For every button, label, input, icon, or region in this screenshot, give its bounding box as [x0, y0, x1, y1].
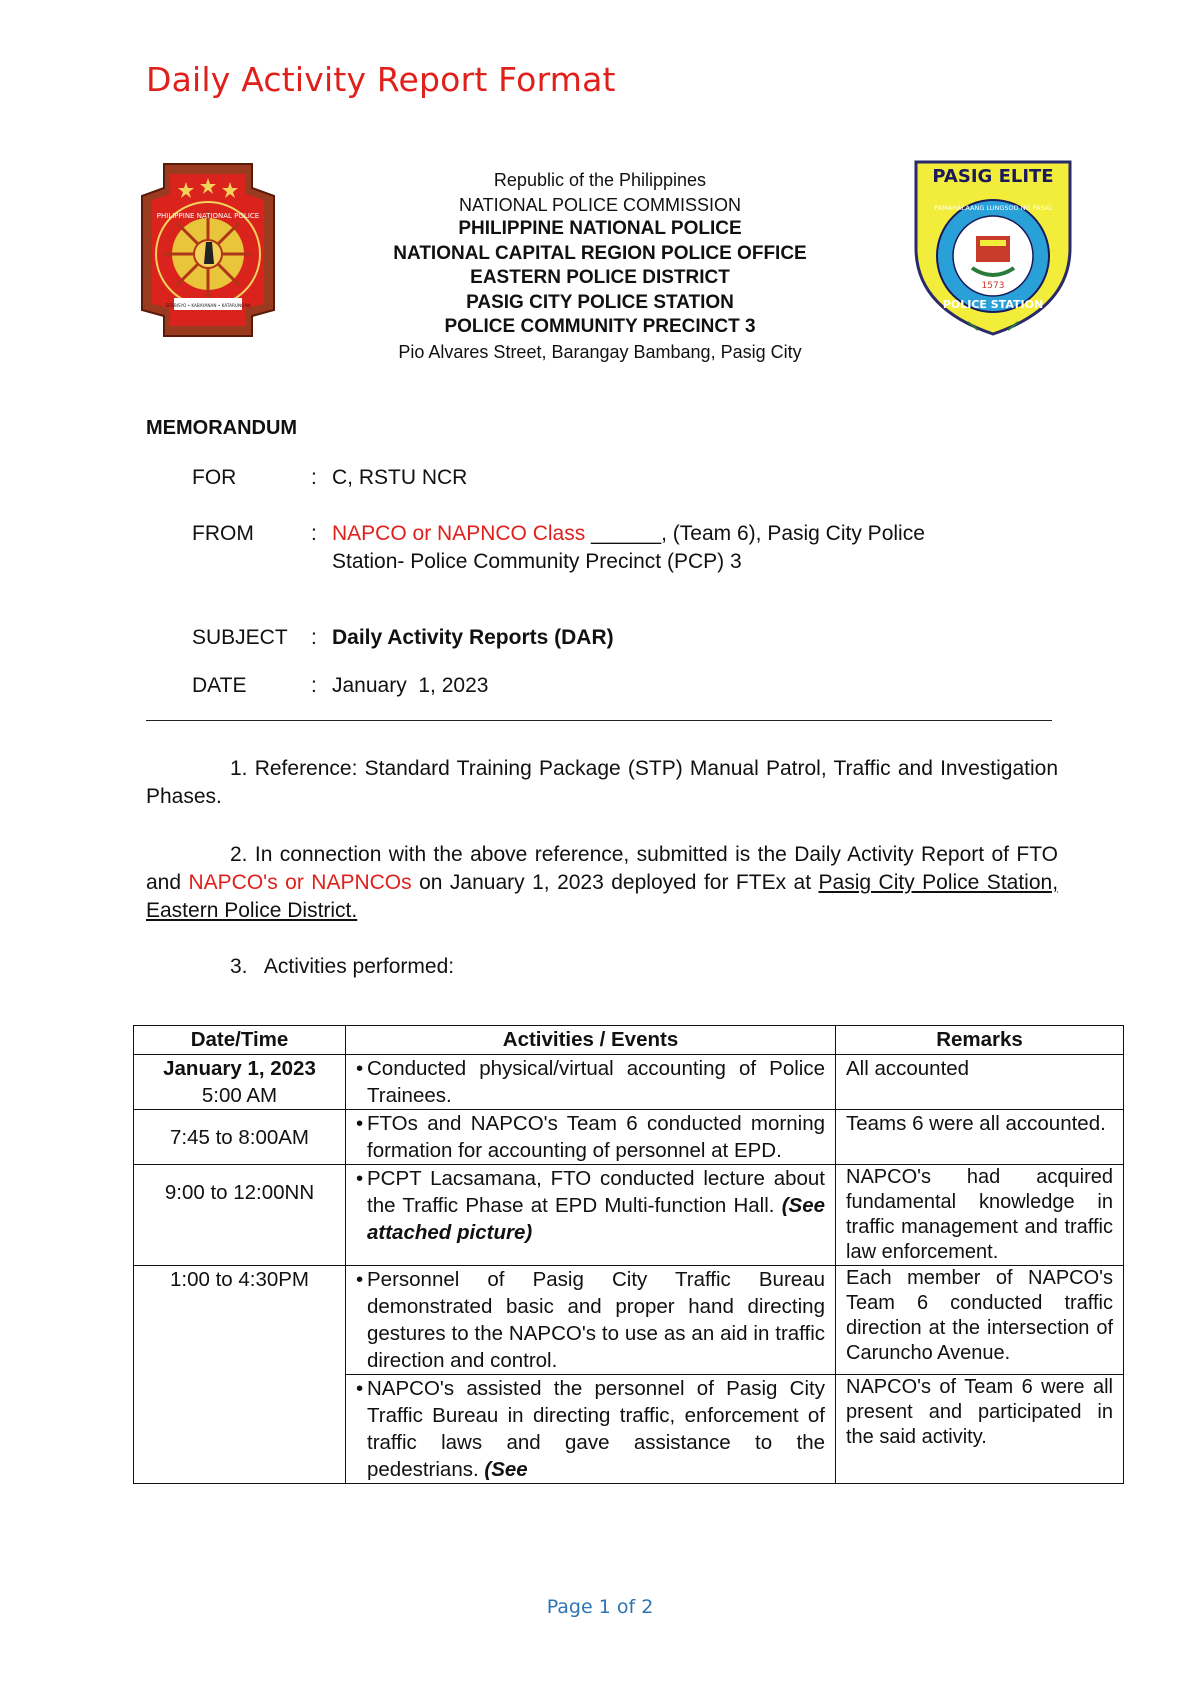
- paragraph-activities-text: 3. Activities performed:: [230, 955, 455, 978]
- cell-date: [134, 1266, 346, 1484]
- paragraph-connection: [146, 841, 1058, 925]
- cell-activity: [346, 1375, 836, 1484]
- subject-value: Daily Activity Reports (DAR): [332, 626, 614, 649]
- header-precinct: POLICE COMMUNITY PRECINCT 3: [444, 316, 756, 337]
- cell-remarks: [836, 1165, 1124, 1266]
- from-class-name: NAPCO or NAPNCO Class: [332, 522, 586, 545]
- header-napolcom: NATIONAL POLICE COMMISSION: [458, 194, 742, 215]
- header-station: PASIG CITY POLICE STATION: [466, 291, 734, 313]
- table-row: [134, 1110, 1124, 1165]
- header-address: Pio Alvares Street, Barangay Bambang, Pasig City: [398, 341, 802, 362]
- paragraph-reference-text: 1. Reference: Standard Training Package (STP) Manual Patrol, Traffic and Investigation Phases.: [146, 757, 1058, 808]
- cell-remarks: [836, 1266, 1124, 1375]
- pnp-seal-motto: SERBISYO • KABAYANAN • KATARUNGAN: [165, 303, 251, 308]
- table-row: [134, 1055, 1124, 1110]
- from-station: Station- Police Community Precinct (PCP) 3: [332, 550, 742, 573]
- pnp-seal-text: PHILIPPINE NATIONAL POLICE: [156, 212, 260, 220]
- badge-banner-text: PASIG ELITE: [932, 166, 1054, 187]
- bullet: •: [356, 1377, 364, 1400]
- subject-label: SUBJECT: [192, 626, 288, 649]
- remarks-text: NAPCO's of Team 6 were all present and participated in the said activity.: [846, 1376, 1113, 1448]
- header-ncrpo: NATIONAL CAPITAL REGION POLICE OFFICE: [393, 242, 807, 264]
- paragraph-connection-location: Pasig City Police Station, Eastern Police District.: [146, 871, 1059, 922]
- subject-colon: :: [311, 626, 317, 649]
- paragraph-connection-text-b: on January 1, 2023 deployed for FTEx at: [411, 871, 819, 894]
- header-activities: Activities / Events: [346, 1026, 836, 1055]
- from-label: FROM: [192, 522, 254, 545]
- bullet: •: [356, 1057, 364, 1080]
- paragraph-connection-text-a: 2. In connection with the above reference, submitted is the Daily Activity Report of FTO and: [146, 843, 1058, 894]
- remarks-text: NAPCO's had acquired fundamental knowledge in traffic management and traffic law enforcement.: [846, 1166, 1113, 1263]
- for-colon: :: [311, 466, 317, 489]
- for-value: C, RSTU NCR: [332, 466, 468, 489]
- cell-activity: [346, 1165, 836, 1266]
- date-colon: :: [311, 674, 317, 697]
- bullet: •: [356, 1268, 364, 1291]
- time-text: 7:45 to 8:00AM: [169, 1125, 310, 1149]
- remarks-text: Teams 6 were all accounted.: [846, 1112, 1106, 1135]
- badge-year: 1573: [981, 281, 1005, 291]
- from-colon: :: [311, 522, 317, 545]
- from-team: ______, (Team 6), Pasig City Police: [585, 522, 925, 545]
- cell-activity: [346, 1266, 836, 1375]
- letterhead: [300, 168, 900, 364]
- date-label: DATE: [192, 674, 247, 697]
- time-text: 5:00 AM: [201, 1084, 278, 1107]
- activities-table: [133, 1025, 1124, 1484]
- activity-note: (See: [484, 1458, 528, 1481]
- cell-remarks: [836, 1055, 1124, 1110]
- header-date-time: Date/Time: [134, 1026, 346, 1055]
- header-epd: EASTERN POLICE DISTRICT: [470, 267, 730, 288]
- remarks-text: All accounted: [846, 1057, 970, 1080]
- memorandum-heading: MEMORANDUM: [146, 417, 298, 439]
- date-value: January 1, 2023: [332, 674, 489, 697]
- cell-activity: [346, 1055, 836, 1110]
- cell-date: [134, 1055, 346, 1110]
- for-label: FOR: [192, 466, 237, 489]
- cell-remarks: [836, 1110, 1124, 1165]
- pasig-elite-badge-logo: [912, 158, 1074, 338]
- cell-activity: [346, 1110, 836, 1165]
- badge-ring-text: PAMAHALAANG LUNGSOD NG PASIG: [934, 204, 1052, 212]
- activity-text: PCPT Lacsamana, FTO conducted lecture about the Traffic Phase at EPD Multi-function Hall.: [367, 1167, 825, 1217]
- header-pnp: PHILIPPINE NATIONAL POLICE: [458, 218, 742, 239]
- activity-text: FTOs and NAPCO's Team 6 conducted morning formation for accounting of personnel at EPD.: [367, 1112, 825, 1162]
- paragraph-activities: [146, 953, 1058, 981]
- paragraph-reference: [146, 755, 1058, 811]
- badge-bottom-text: POLICE STATION: [942, 298, 1044, 311]
- date-bold: January 1, 2023: [163, 1057, 316, 1080]
- bullet: •: [356, 1112, 364, 1135]
- bullet: •: [356, 1167, 364, 1190]
- activity-text: Conducted physical/virtual accounting of Police Trainees.: [367, 1057, 825, 1107]
- page-footer: Page 1 of 2: [546, 1596, 654, 1618]
- activity-text: NAPCO's assisted the personnel of Pasig City Traffic Bureau in directing traffic, enforcement of traffic laws and gave assistance to the pedestrians.: [367, 1377, 825, 1481]
- time-text: 1:00 to 4:30PM: [169, 1268, 310, 1291]
- from-value: [332, 520, 1052, 576]
- table-row: [134, 1165, 1124, 1266]
- header-republic: Republic of the Philippines: [493, 170, 707, 190]
- activity-note: (See attached picture): [367, 1194, 825, 1244]
- divider-line: [146, 720, 1052, 721]
- cell-remarks: [836, 1375, 1124, 1484]
- pnp-seal-logo: [134, 160, 282, 338]
- time-text: 9:00 to 12:00NN: [164, 1181, 315, 1204]
- activity-text: Personnel of Pasig City Traffic Bureau demonstrated basic and proper hand directing gestures to the NAPCO's to use as an aid in traffic direction and control.: [367, 1268, 825, 1372]
- cell-date: [134, 1110, 346, 1165]
- paragraph-connection-red: NAPCO's or NAPNCOs: [188, 871, 412, 894]
- cell-date: [134, 1165, 346, 1266]
- document-title: Daily Activity Report Format: [146, 60, 616, 99]
- remarks-text: Each member of NAPCO's Team 6 conducted traffic direction at the intersection of Caruncho Avenue.: [846, 1267, 1113, 1364]
- table-header-row: [134, 1026, 1124, 1055]
- table-row: [134, 1266, 1124, 1375]
- header-remarks: Remarks: [836, 1026, 1124, 1055]
